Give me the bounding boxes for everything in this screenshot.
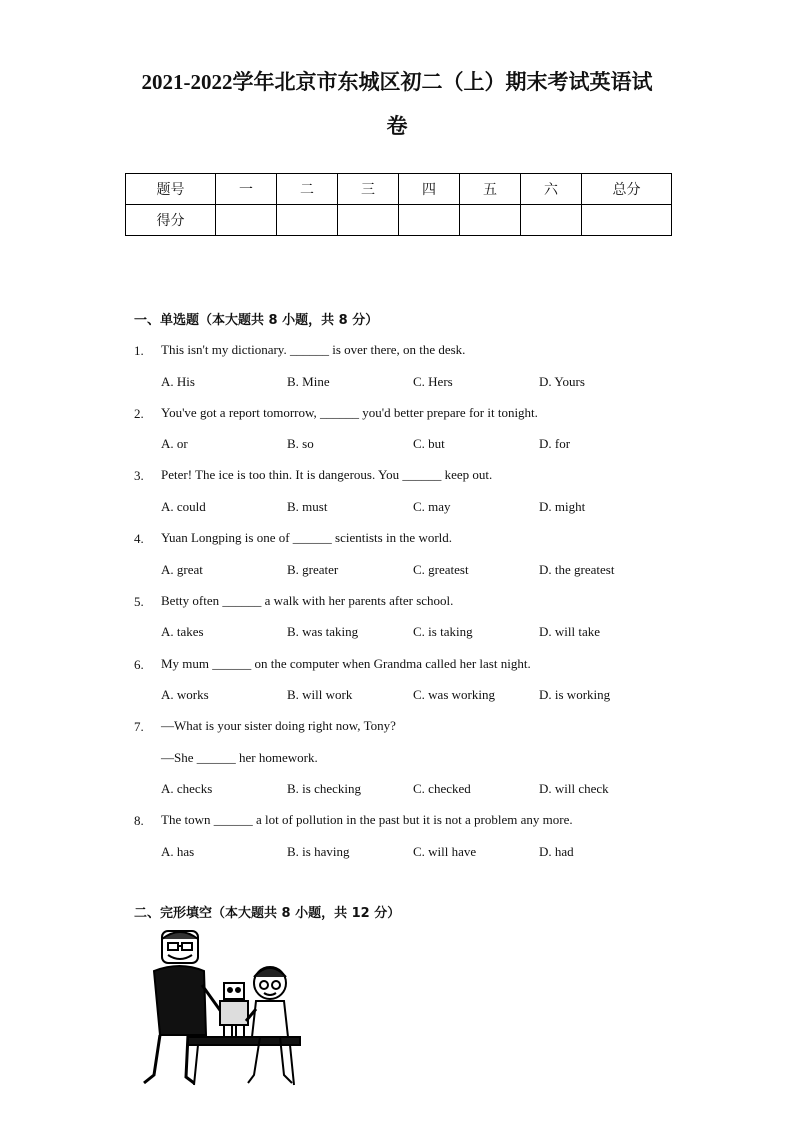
score-input-5[interactable] — [460, 205, 521, 236]
answer-option[interactable]: B. must — [287, 498, 328, 514]
answer-option[interactable]: A. could — [161, 498, 206, 514]
answer-option[interactable]: A. great — [161, 561, 203, 577]
boy-figure — [246, 967, 292, 1083]
answer-option[interactable]: B. was taking — [287, 624, 359, 640]
question-text: You've got a report tomorrow, ______ you'd better prepare for it tonight. — [161, 404, 538, 420]
page-title-line-1: 2021-2022学年北京市东城区初二（上）期末考试英语试 — [141, 70, 653, 94]
robot-figure — [220, 983, 248, 1037]
question-text: This isn't my dictionary. ______ is over there, on the desk. — [161, 342, 466, 357]
page-title-line-2: 卷 — [386, 114, 408, 138]
answer-option[interactable]: B. is checking — [287, 781, 362, 797]
question-text: Peter! The ice is too thin. It is dangerous. You ______ keep out. — [161, 467, 493, 483]
answer-option[interactable]: D. might — [539, 498, 586, 514]
score-cell-label: 题号 — [126, 174, 216, 205]
question-text: —She ______ her homework. — [161, 749, 318, 765]
question-text: My mum ______ on the computer when Grandma called her last night. — [161, 655, 531, 671]
answer-option[interactable]: B. will work — [287, 687, 353, 702]
question-text: Yuan Longping is one of ______ scientists in the world. — [161, 530, 453, 546]
answer-option[interactable]: C. checked — [413, 781, 471, 797]
answer-option[interactable]: C. was working — [413, 687, 495, 702]
score-input-total[interactable] — [582, 205, 672, 236]
question-number: 8. — [134, 813, 144, 829]
score-input-4[interactable] — [399, 205, 460, 236]
question-number: 4. — [134, 531, 144, 547]
answer-option[interactable]: D. for — [539, 436, 571, 452]
answer-option[interactable]: A. checks — [161, 781, 213, 797]
question-number: 3. — [134, 468, 144, 484]
answer-option[interactable]: D. the greatest — [539, 561, 615, 577]
score-cell-1: 一 — [216, 174, 277, 205]
score-table — [125, 173, 672, 236]
answer-option[interactable]: C. will have — [413, 843, 477, 859]
score-cell-2: 二 — [277, 174, 338, 205]
question-number: 7. — [134, 719, 144, 735]
answer-option[interactable]: D. had — [539, 843, 574, 859]
answer-option[interactable]: A. works — [161, 687, 209, 702]
answer-option[interactable]: C. greatest — [413, 561, 469, 577]
question-number: 5. — [134, 593, 144, 609]
question-text: —What is your sister doing right now, Tony? — [161, 718, 396, 734]
score-input-1[interactable] — [216, 205, 277, 236]
answer-option[interactable]: C. Hers — [413, 373, 453, 389]
score-row-label: 得分 — [126, 205, 216, 236]
man-figure — [144, 931, 232, 1083]
score-table-score-row — [126, 205, 672, 236]
answer-option[interactable]: B. Mine — [287, 373, 330, 389]
score-cell-6: 六 — [521, 174, 582, 205]
cloze-illustration — [132, 925, 302, 1090]
score-cell-3: 三 — [338, 174, 399, 205]
answer-option[interactable]: C. but — [413, 436, 445, 452]
question-text: Betty often ______ a walk with her parents after school. — [161, 592, 454, 608]
answer-option[interactable]: D. will take — [539, 624, 601, 640]
score-cell-total: 总分 — [582, 174, 672, 205]
answer-option[interactable]: C. may — [413, 498, 451, 514]
score-input-3[interactable] — [338, 205, 399, 236]
question-number: 1. — [134, 343, 144, 358]
score-cell-5: 五 — [460, 174, 521, 205]
answer-option[interactable]: B. greater — [287, 561, 339, 577]
answer-option[interactable]: B. is having — [287, 843, 350, 859]
answer-option[interactable]: A. takes — [161, 624, 204, 640]
answer-option[interactable]: B. so — [287, 436, 314, 452]
section-1-heading: 一、单选题（本大题共 8 小题，共 8 分） — [134, 313, 379, 328]
answer-option[interactable]: D. is working — [539, 687, 611, 702]
answer-option[interactable]: A. has — [161, 843, 195, 859]
answer-option[interactable]: C. is taking — [413, 624, 473, 640]
question-number: 2. — [134, 405, 144, 421]
question-number: 6. — [134, 656, 144, 672]
score-table-header-row — [126, 174, 672, 205]
section-2-heading: 二、完形填空（本大题共 8 小题，共 12 分） — [134, 906, 401, 921]
score-cell-4: 四 — [399, 174, 460, 205]
answer-option[interactable]: D. will check — [539, 781, 609, 797]
answer-option[interactable]: A. His — [161, 373, 195, 389]
score-input-6[interactable] — [521, 205, 582, 236]
score-input-2[interactable] — [277, 205, 338, 236]
answer-option[interactable]: A. or — [161, 436, 188, 452]
answer-option[interactable]: D. Yours — [539, 373, 585, 389]
question-text: The town ______ a lot of pollution in the past but it is not a problem any more. — [161, 812, 573, 828]
